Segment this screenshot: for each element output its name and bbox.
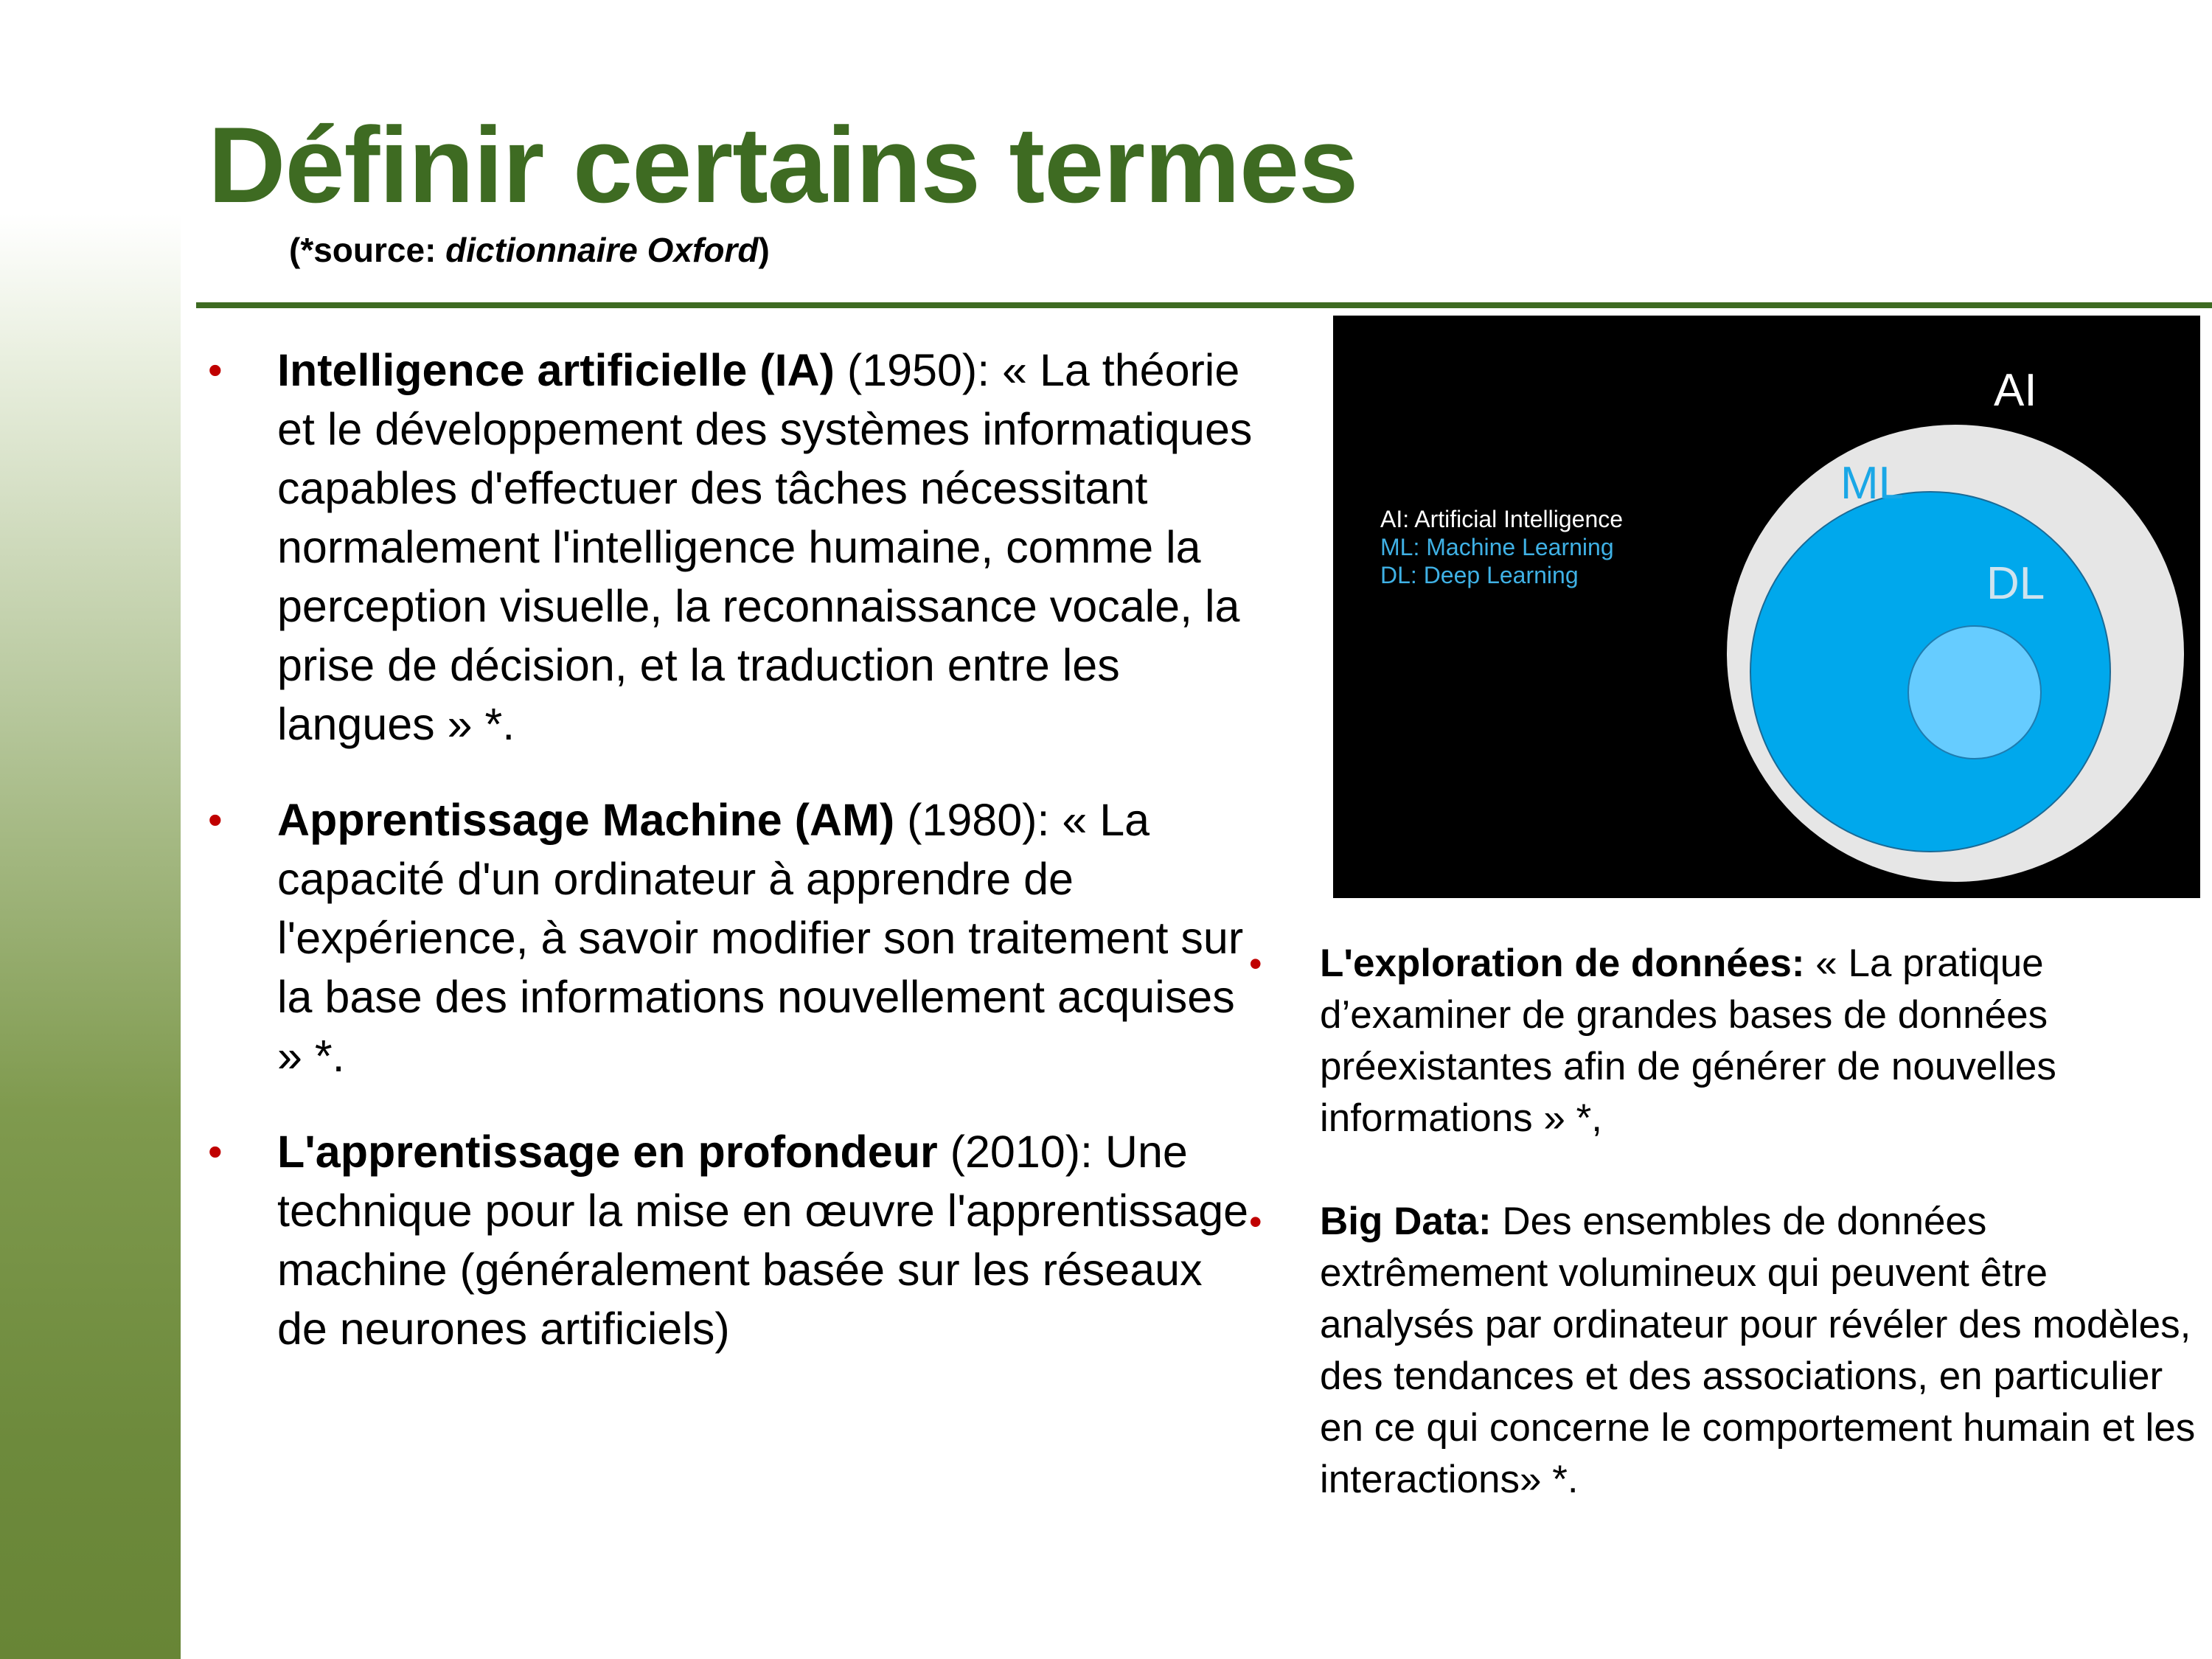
definition-deep-learning-text: (2010): Une technique pour la mise en œuvre l'apprentissage machine (généralement basée sur les réseaux de neurones artificiels)	[277, 1127, 1249, 1354]
legend-dl: DL: Deep Learning	[1380, 562, 1579, 588]
bullet-icon: •	[208, 796, 223, 843]
source-note	[289, 230, 770, 270]
definition-am-text: (1980): « La capacité d'un ordinateur à apprendre de l'expérience, à savoir modifier son traitement sur la base des informations nouvellement acquises » *.	[277, 795, 1244, 1081]
definition-big-data-text: Des ensembles de données extrêmement volumineux qui peuvent être analysés par ordinateur pour révéler des modèles, des tendances et des associations, en particulier en ce qui concerne le comportement humain et les interactions» *.	[1320, 1200, 2196, 1501]
title-divider	[196, 302, 2212, 308]
definition-ia	[208, 341, 1255, 754]
ml-label: ML	[1840, 458, 1905, 509]
definition-deep-learning	[208, 1122, 1255, 1358]
decorative-sidebar-gradient	[0, 214, 181, 1659]
definition-big-data	[1249, 1196, 2200, 1506]
dl-label: DL	[1986, 558, 2045, 609]
nested-circles-svg	[1333, 316, 2200, 898]
definition-data-mining	[1249, 938, 2200, 1144]
ai-ml-dl-diagram	[1333, 316, 2200, 898]
slide-title: Définir certains termes	[208, 105, 1358, 225]
dl-circle	[1908, 626, 2041, 759]
ai-label: AI	[1994, 365, 2037, 416]
right-definitions-list	[1249, 938, 2200, 1557]
bullet-icon: •	[1249, 943, 1262, 984]
term-deep-learning: L'apprentissage en profondeur	[277, 1127, 938, 1177]
legend-ml: ML: Machine Learning	[1380, 534, 1614, 560]
source-close: )	[758, 231, 770, 269]
bullet-icon: •	[208, 1128, 223, 1175]
definition-data-mining-text: « La pratique d’examiner de grandes bases de données préexistantes afin de générer de nouvelles informations » *,	[1320, 942, 2056, 1140]
bullet-icon: •	[208, 347, 223, 393]
definition-am	[208, 790, 1255, 1085]
term-big-data: Big Data:	[1320, 1200, 1492, 1243]
term-data-mining: L'exploration de données:	[1320, 942, 1805, 985]
source-open: (*source:	[289, 231, 446, 269]
legend-ai: AI: Artificial Intelligence	[1380, 506, 1624, 532]
definition-ia-text: (1950): « La théorie et le développement des systèmes informatiques capables d'effectuer des tâches nécessitant normalement l'intelligence humaine, comme la perception visuelle, la reconnaissance vocale, la prise de décision, et la traduction entre les langues » *.	[277, 345, 1253, 749]
bullet-icon: •	[1249, 1201, 1262, 1242]
term-ia: Intelligence artificielle (IA)	[277, 345, 835, 395]
term-am: Apprentissage Machine (AM)	[277, 795, 895, 845]
source-dictionary: dictionnaire Oxford	[445, 231, 759, 269]
left-definitions-list	[208, 341, 1255, 1395]
